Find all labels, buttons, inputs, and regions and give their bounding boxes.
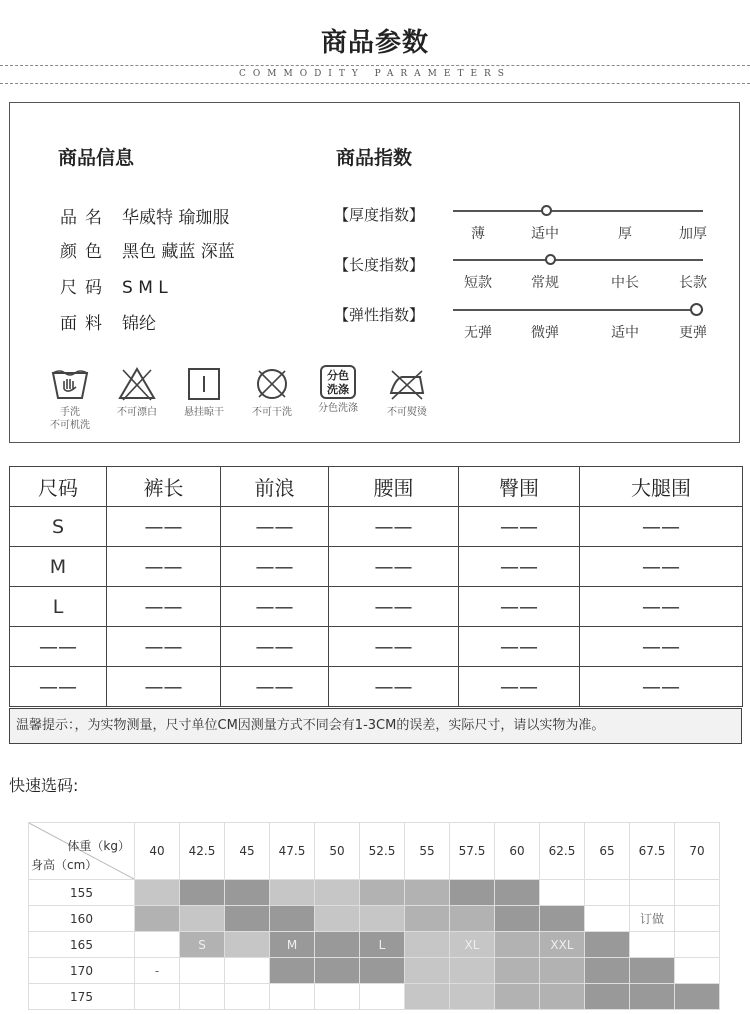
- grid-cell: [630, 906, 675, 932]
- info-key: 品名: [60, 208, 110, 228]
- weight-header-cell: 65: [585, 823, 630, 880]
- care-label: 手洗: [60, 407, 80, 418]
- size-cell: L: [10, 587, 107, 627]
- care-label: 不可机洗: [50, 420, 90, 431]
- index-tick-label: 无弹: [464, 325, 492, 341]
- index-heading: 商品指数: [336, 147, 413, 169]
- care-label: 悬挂晾干: [184, 407, 224, 418]
- info-row: [60, 273, 168, 298]
- size-table: [9, 466, 743, 707]
- grid-cell: [135, 958, 180, 984]
- grid-cell: [315, 880, 360, 906]
- info-value: 华威特 瑜珈服: [122, 208, 230, 228]
- grid-cell: [495, 906, 540, 932]
- index-label: 【厚度指数】: [334, 206, 425, 224]
- grid-cell: [315, 906, 360, 932]
- size-cell: ——: [107, 547, 221, 587]
- grid-cell: [540, 984, 585, 1010]
- weight-header-cell: 45: [225, 823, 270, 880]
- index-tick-label: 中长: [611, 275, 639, 291]
- size-header-cell: 裤长: [107, 467, 221, 507]
- index-tick-label: 常规: [531, 275, 559, 291]
- info-row: [60, 309, 156, 334]
- care-badge-text: 分色: [327, 369, 349, 382]
- care-label: 不可熨烫: [387, 407, 427, 418]
- size-cell: ——: [107, 627, 221, 667]
- info-row: [60, 203, 229, 228]
- size-cell: ——: [221, 587, 329, 627]
- index-tick-label: 加厚: [679, 226, 707, 242]
- grid-cell: [540, 906, 585, 932]
- size-cell: ——: [580, 627, 743, 667]
- size-label: XL: [464, 937, 480, 952]
- index-scale-line: [453, 210, 703, 212]
- grid-cell: [585, 880, 630, 906]
- size-cell: ——: [329, 667, 459, 707]
- index-tick-label: 薄: [471, 226, 485, 242]
- height-row-label: 170: [29, 958, 135, 984]
- index-knob[interactable]: [545, 254, 556, 265]
- weight-header-cell: 60: [495, 823, 540, 880]
- size-cell: ——: [221, 627, 329, 667]
- grid-row: [29, 958, 720, 984]
- index-tick-label: 适中: [531, 226, 559, 242]
- grid-cell: [225, 958, 270, 984]
- divider: [0, 65, 750, 66]
- info-value: 黑色 藏蓝 深蓝: [122, 242, 235, 262]
- grid-cell: [495, 932, 540, 958]
- grid-cell: [495, 984, 540, 1010]
- measurement-tip: 温馨提示：，为实物测量，尺寸单位CM因测量方式不同会有1-3CM的误差，实际尺寸，请以实物为准。: [9, 708, 742, 744]
- grid-row: [29, 984, 720, 1010]
- size-cell: ——: [329, 587, 459, 627]
- grid-cell: [360, 906, 405, 932]
- care-item: [377, 365, 437, 419]
- size-cell: ——: [580, 587, 743, 627]
- grid-cell: [450, 984, 495, 1010]
- grid-cell: [405, 880, 450, 906]
- weight-axis-label: 体重（kg）: [67, 839, 130, 853]
- grid-cell: [180, 906, 225, 932]
- grid-cell: [135, 984, 180, 1010]
- info-key: 面料: [60, 314, 110, 334]
- size-cell: ——: [329, 507, 459, 547]
- quick-select-title: 快速选码:: [9, 776, 79, 795]
- grid-cell: [270, 984, 315, 1010]
- grid-cell: [135, 932, 180, 958]
- grid-cell: [495, 880, 540, 906]
- grid-cell: [360, 880, 405, 906]
- no-iron-icon: [377, 365, 437, 403]
- grid-cell: [225, 932, 270, 958]
- grid-cell: [675, 984, 720, 1010]
- grid-cell: [675, 958, 720, 984]
- grid-cell: [495, 958, 540, 984]
- info-heading: 商品信息: [58, 147, 135, 169]
- grid-cell: [675, 906, 720, 932]
- index-scale-line: [453, 259, 703, 261]
- grid-cell: [225, 984, 270, 1010]
- care-item: [242, 365, 302, 419]
- size-cell: ——: [221, 547, 329, 587]
- page-title: 商品参数: [320, 28, 429, 58]
- grid-cell: [315, 984, 360, 1010]
- size-label: 订做: [639, 912, 664, 926]
- grid-cell: [270, 932, 315, 958]
- grid-cell: [630, 984, 675, 1010]
- care-label: 不可干洗: [252, 407, 292, 418]
- size-cell: ——: [329, 547, 459, 587]
- care-item: [174, 365, 234, 419]
- weight-header-cell: 42.5: [180, 823, 225, 880]
- weight-header-cell: 70: [675, 823, 720, 880]
- weight-header-cell: 40: [135, 823, 180, 880]
- size-cell: ——: [107, 507, 221, 547]
- grid-cell: [405, 958, 450, 984]
- grid-cell: [585, 906, 630, 932]
- hang-dry-icon: [174, 365, 234, 403]
- index-tick-label: 短款: [464, 275, 492, 291]
- size-chart-grid: [28, 822, 720, 1010]
- index-knob[interactable]: [690, 303, 703, 316]
- grid-cell: [180, 880, 225, 906]
- care-item: [40, 365, 100, 432]
- weight-header-cell: 52.5: [360, 823, 405, 880]
- grid-cell: [585, 932, 630, 958]
- size-cell: ——: [221, 507, 329, 547]
- table-row: [10, 507, 743, 547]
- size-header-cell: 前浪: [221, 467, 329, 507]
- grid-cell: [180, 984, 225, 1010]
- grid-cell: [270, 880, 315, 906]
- height-row-label: 160: [29, 906, 135, 932]
- grid-cell: [630, 958, 675, 984]
- grid-cell: [630, 880, 675, 906]
- table-row: [10, 627, 743, 667]
- grid-cell: [540, 932, 585, 958]
- info-key: 尺码: [60, 278, 110, 298]
- size-cell: ——: [10, 627, 107, 667]
- index-tick-label: 适中: [611, 325, 639, 341]
- grid-cell: [675, 932, 720, 958]
- height-axis-label: 身高（cm）: [31, 858, 98, 872]
- size-cell: ——: [107, 667, 221, 707]
- grid-cell: [585, 958, 630, 984]
- care-badge-text: 洗涤: [327, 383, 349, 396]
- care-label: 分色洗涤: [318, 403, 358, 414]
- grid-cell: [585, 984, 630, 1010]
- size-header-cell: 大腿围: [580, 467, 743, 507]
- grid-cell: [675, 880, 720, 906]
- grid-cell: [135, 880, 180, 906]
- size-cell: ——: [10, 667, 107, 707]
- size-header-cell: 臀围: [459, 467, 580, 507]
- table-row: [10, 667, 743, 707]
- grid-cell: [315, 932, 360, 958]
- weight-header-cell: 57.5: [450, 823, 495, 880]
- index-label: 【长度指数】: [334, 256, 425, 274]
- size-label: S: [198, 937, 206, 952]
- index-tick-label: 厚: [618, 226, 632, 242]
- size-cell: M: [10, 547, 107, 587]
- height-row-label: 175: [29, 984, 135, 1010]
- size-label: XXL: [550, 937, 574, 952]
- grid-cell: [360, 932, 405, 958]
- grid-cell: [360, 984, 405, 1010]
- size-header-cell: 尺码: [10, 467, 107, 507]
- grid-cell: [405, 906, 450, 932]
- info-row: [60, 237, 235, 262]
- size-cell: ——: [459, 547, 580, 587]
- size-cell: ——: [221, 667, 329, 707]
- grid-cell: [270, 958, 315, 984]
- grid-corner: [29, 823, 135, 880]
- height-row-label: 165: [29, 932, 135, 958]
- divider: [0, 83, 750, 84]
- index-scale-line: [453, 309, 703, 311]
- size-cell: ——: [459, 507, 580, 547]
- care-label: 不可漂白: [117, 407, 157, 418]
- size-label: M: [286, 937, 298, 952]
- grid-cell: [450, 906, 495, 932]
- grid-cell: [540, 958, 585, 984]
- size-cell: ——: [459, 587, 580, 627]
- hand-wash-icon: [40, 365, 100, 403]
- grid-cell: [225, 906, 270, 932]
- height-row-label: 155: [29, 880, 135, 906]
- weight-header-cell: 67.5: [630, 823, 675, 880]
- grid-cell: [405, 984, 450, 1010]
- grid-cell: [180, 932, 225, 958]
- weight-header-cell: 55: [405, 823, 450, 880]
- grid-cell: [450, 880, 495, 906]
- grid-cell: [180, 958, 225, 984]
- no-dry-clean-icon: [242, 365, 302, 403]
- size-cell: S: [10, 507, 107, 547]
- no-bleach-icon: [107, 365, 167, 403]
- grid-cell: [450, 932, 495, 958]
- size-header-cell: 腰围: [329, 467, 459, 507]
- grid-cell: [450, 958, 495, 984]
- index-tick-label: 微弹: [531, 325, 559, 341]
- size-cell: ——: [580, 507, 743, 547]
- care-item: [308, 365, 368, 415]
- care-item: [107, 365, 167, 419]
- grid-row: [29, 880, 720, 906]
- grid-header: [29, 823, 720, 880]
- index-knob[interactable]: [541, 205, 552, 216]
- page-subtitle: COMMODITY PARAMETERS: [239, 69, 511, 79]
- grid-cell: [135, 906, 180, 932]
- grid-cell: [225, 880, 270, 906]
- grid-cell: [270, 906, 315, 932]
- info-value: 锦纶: [122, 314, 156, 334]
- grid-row: [29, 906, 720, 932]
- grid-cell: [630, 932, 675, 958]
- weight-header-cell: 47.5: [270, 823, 315, 880]
- grid-cell: [315, 958, 360, 984]
- index-tick-label: 更弹: [679, 325, 707, 341]
- info-key: 颜色: [60, 242, 110, 262]
- size-label: L: [378, 937, 386, 952]
- size-label: -: [154, 963, 160, 978]
- size-cell: ——: [459, 667, 580, 707]
- index-label: 【弹性指数】: [334, 306, 425, 324]
- size-cell: ——: [107, 587, 221, 627]
- wash-separately-icon: [320, 365, 356, 399]
- size-cell: ——: [459, 627, 580, 667]
- grid-row: [29, 932, 720, 958]
- info-value: S M L: [122, 278, 168, 298]
- size-table-header: [10, 467, 743, 507]
- size-cell: ——: [580, 547, 743, 587]
- grid-cell: [360, 958, 405, 984]
- table-row: [10, 587, 743, 627]
- grid-cell: [540, 880, 585, 906]
- grid-cell: [405, 932, 450, 958]
- size-cell: ——: [580, 667, 743, 707]
- table-row: [10, 547, 743, 587]
- weight-header-cell: 50: [315, 823, 360, 880]
- size-cell: ——: [329, 627, 459, 667]
- index-tick-label: 长款: [679, 275, 707, 291]
- weight-header-cell: 62.5: [540, 823, 585, 880]
